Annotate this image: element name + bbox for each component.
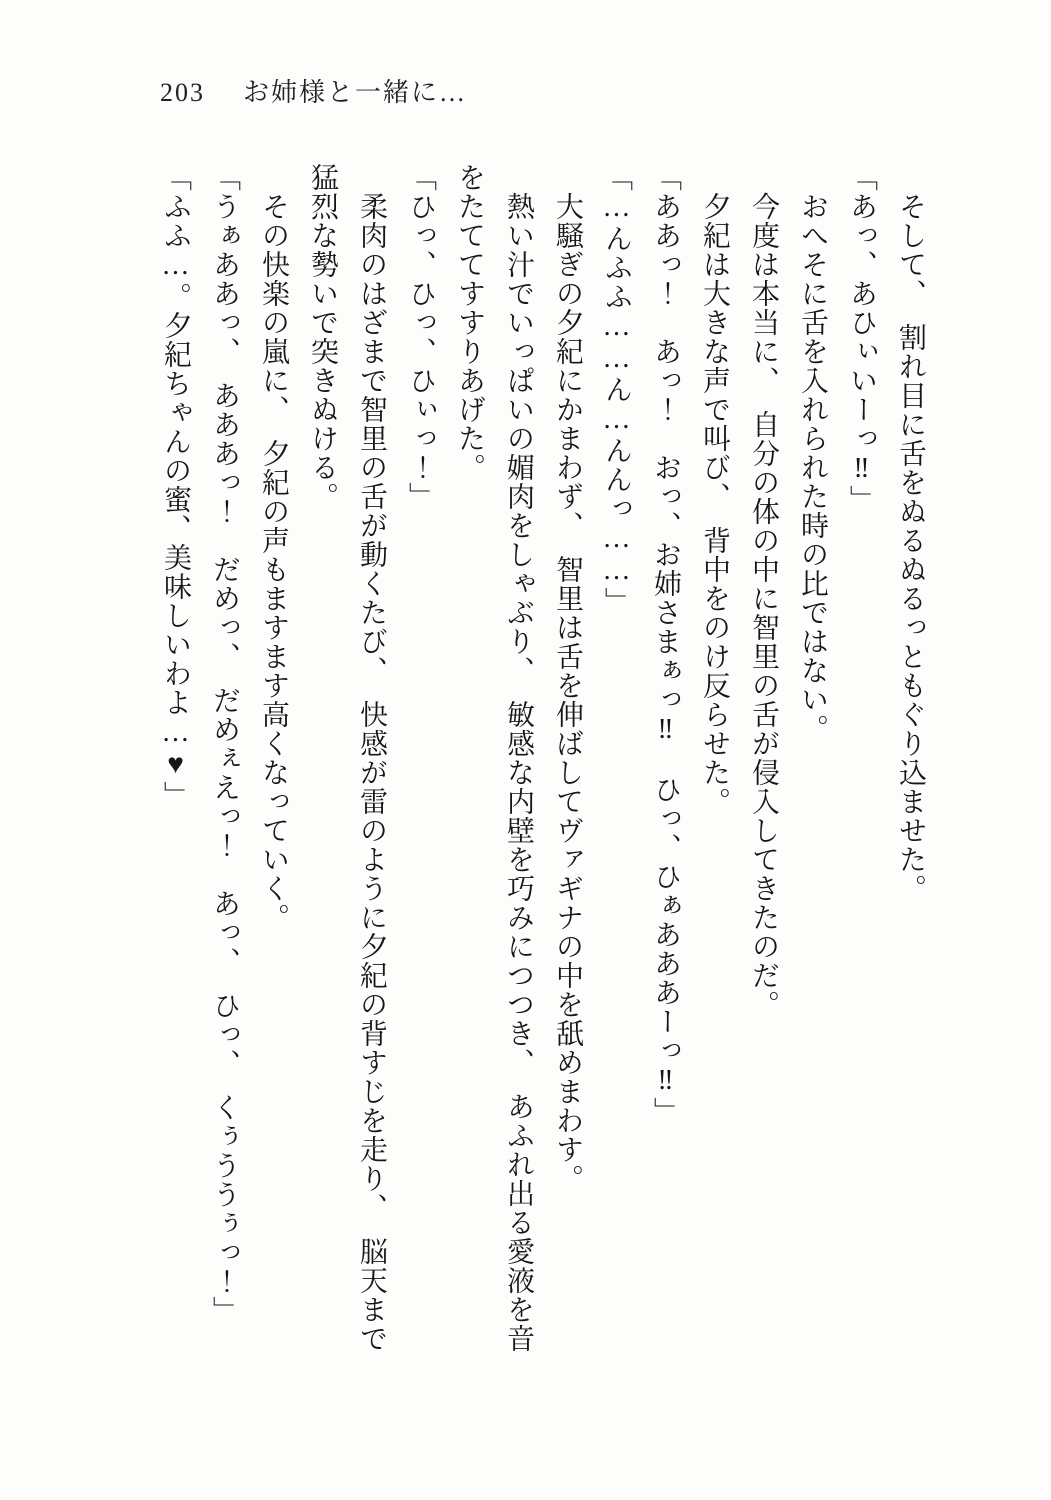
text-column: おへそに舌を入れられた時の比ではない。 xyxy=(797,192,828,743)
text-column: その快楽の嵐に、 夕紀の声もますます高くなっていく。 xyxy=(258,192,289,932)
page-number: 203 xyxy=(160,78,205,107)
text-column: 「ああっ！ あっ！ おっ、お姉さまぁっ‼ ひっ、ひぁあああーっ‼」 xyxy=(650,163,681,1126)
chapter-title: お姉様と一緒に… xyxy=(243,78,468,107)
text-column: 柔肉のはざまで智里の舌が動くたび、 快感が雷のように夕紀の背すじを走り、 脳天まで xyxy=(356,192,387,1353)
text-column: をたててすすりあげた。 xyxy=(454,163,485,482)
text-column: 「…んふふ……ん…んんっ……」 xyxy=(601,163,632,616)
text-column: 大騒ぎの夕紀にかまわず、 智里は舌を伸ばしてヴァギナの中を舐めまわす。 xyxy=(552,192,583,1193)
text-column: 「うぁああっ、 あああっ！ だめっ、 だめぇえっ！ あっ、 ひっ、 くぅううぅっ！」 xyxy=(209,163,240,1325)
text-column: 「あっ、あひぃいーっ‼」 xyxy=(846,163,877,514)
text-column: そして、 割れ目に舌をぬるぬるっともぐり込ませた。 xyxy=(895,192,926,903)
text-column: 「ふふ…。夕紀ちゃんの蜜、美味しいわよ…♥」 xyxy=(160,163,191,810)
vertical-text-block xyxy=(151,163,935,1403)
running-head xyxy=(160,72,467,109)
text-column: 「ひっ、ひっ、ひぃっ！」 xyxy=(405,163,436,511)
text-column: 今度は本当に、 自分の体の中に智里の舌が侵入してきたのだ。 xyxy=(748,192,779,1019)
text-column: 夕紀は大きな声で叫び、 背中をのけ反らせた。 xyxy=(699,192,730,816)
text-column: 猛烈な勢いで突きぬける。 xyxy=(307,163,338,511)
text-column: 熱い汁でいっぱいの媚肉をしゃぶり、 敏感な内壁を巧みにつつき、 あふれ出る愛液を音 xyxy=(503,192,534,1353)
